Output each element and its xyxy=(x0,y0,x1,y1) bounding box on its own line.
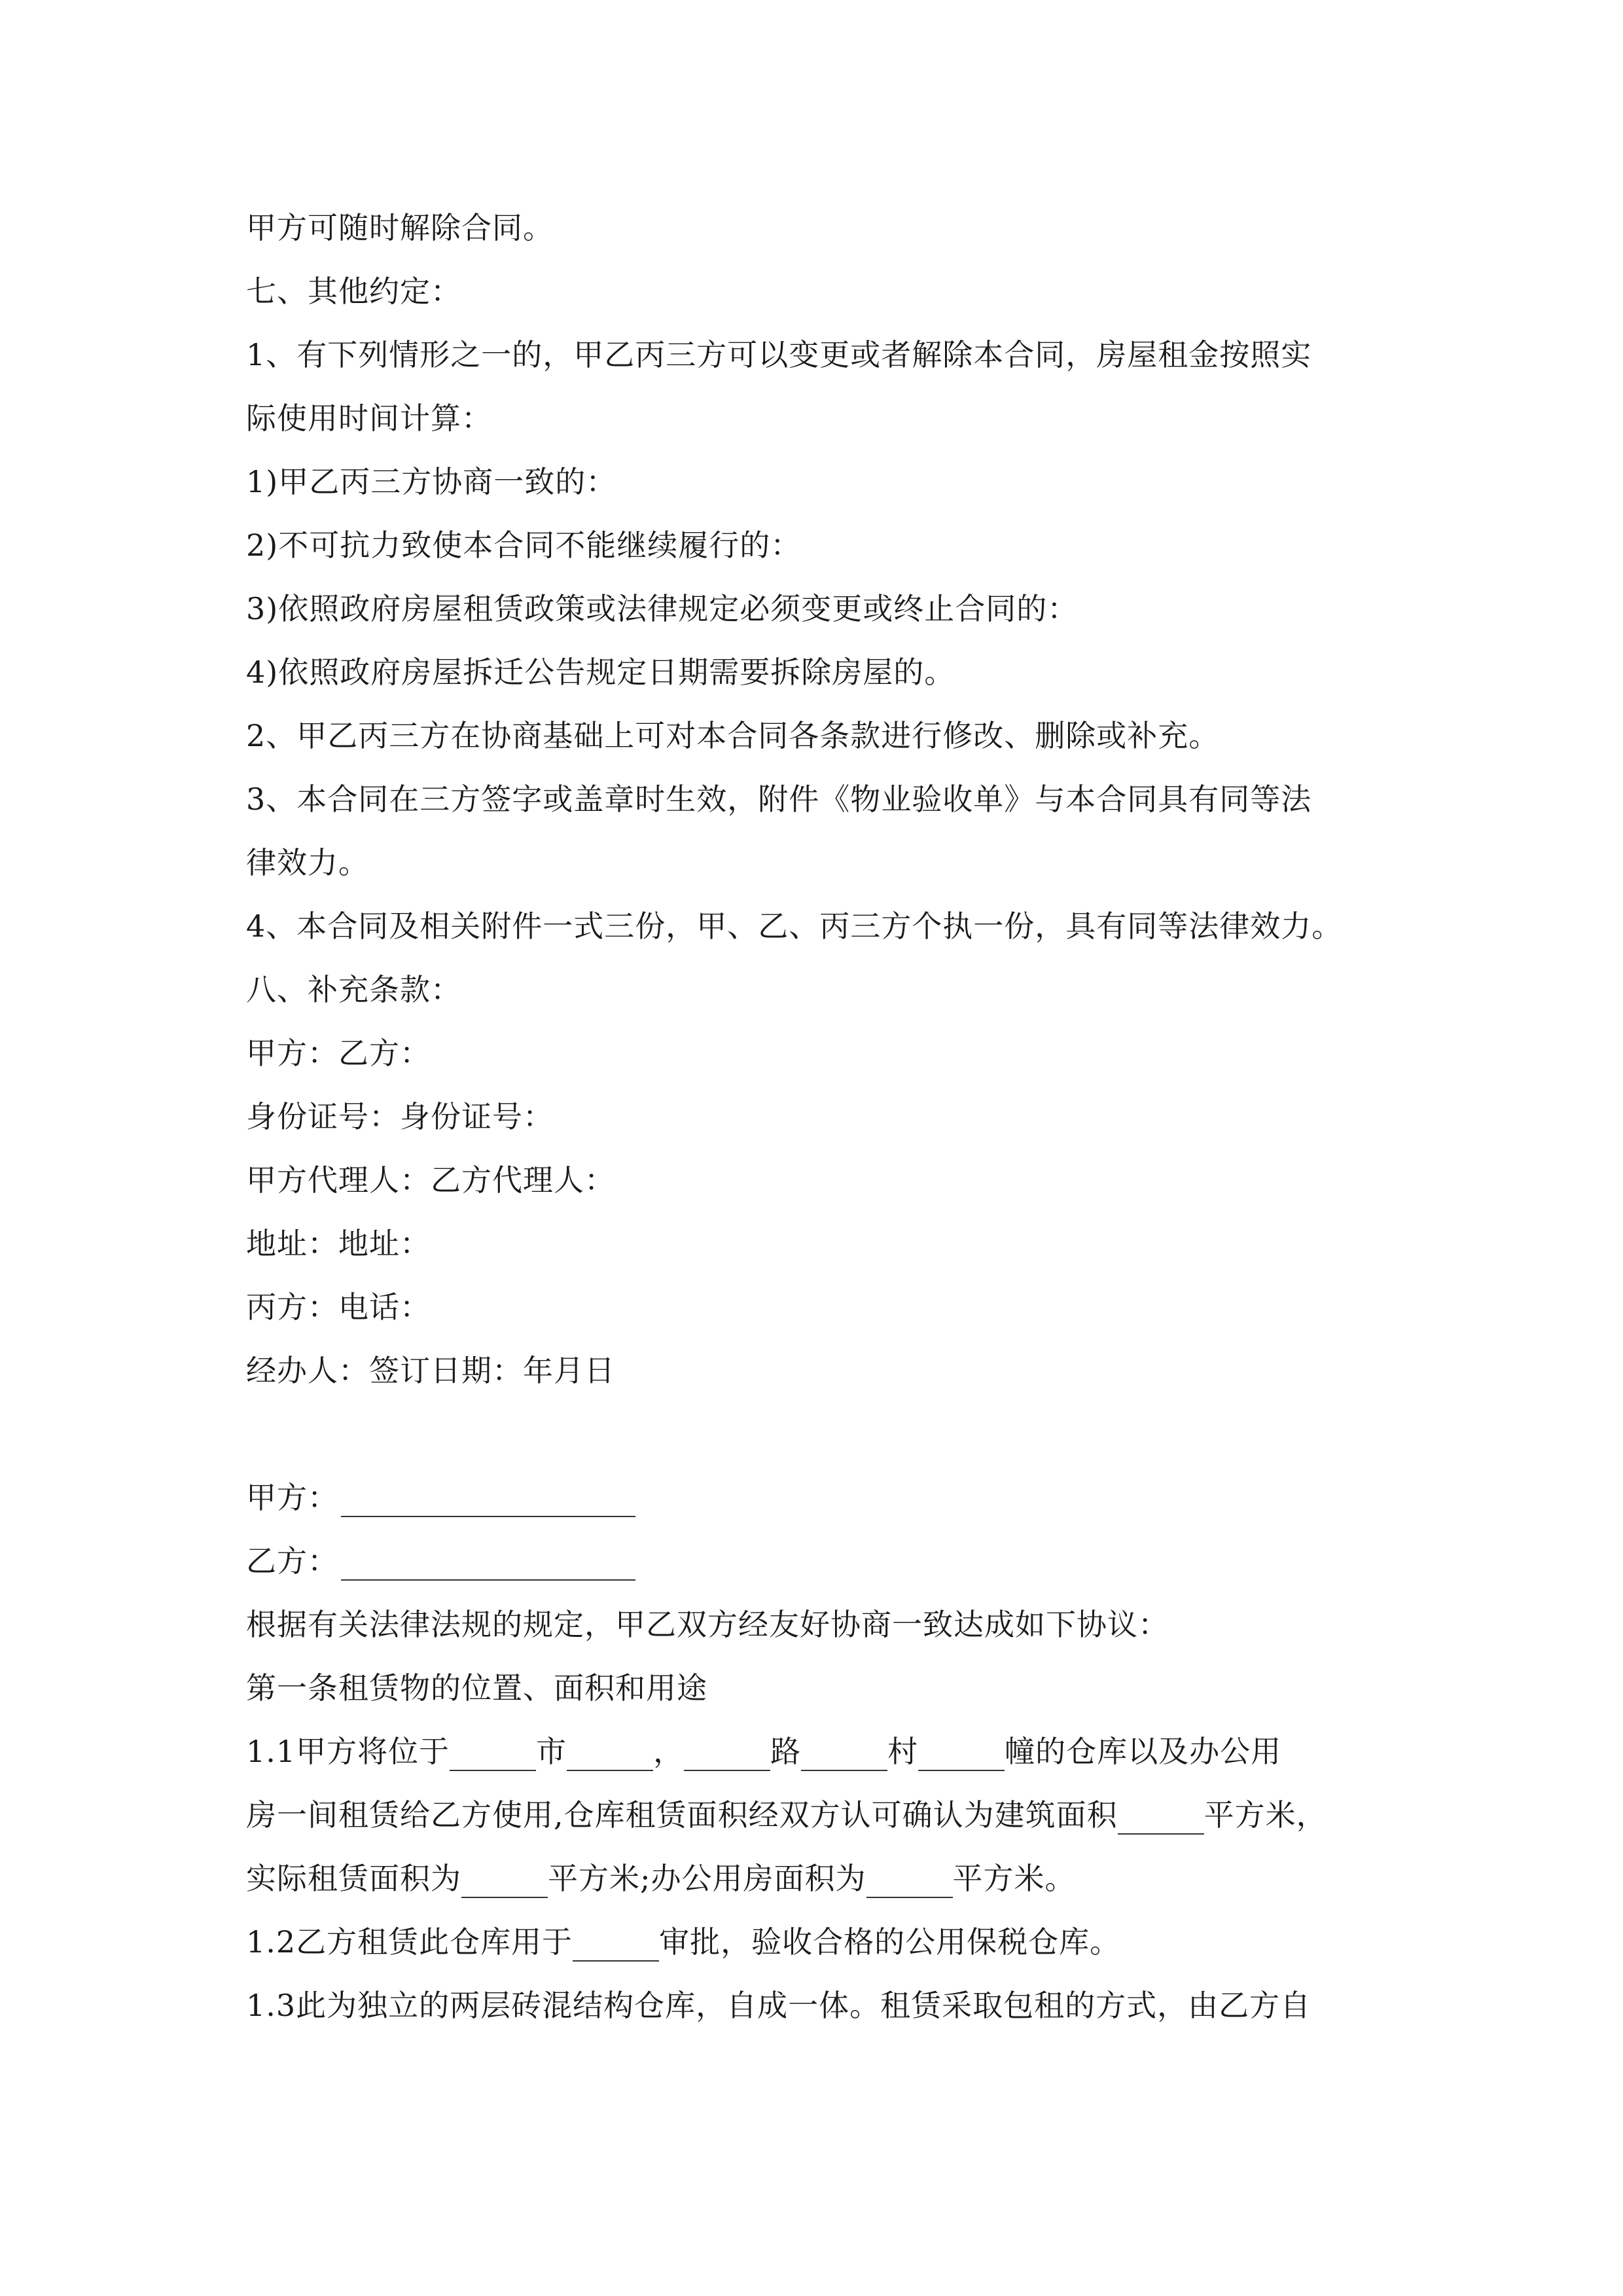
party-b-signature xyxy=(246,1541,635,1581)
clause-text: 村 xyxy=(887,1734,919,1769)
clause-text: 市 xyxy=(536,1734,567,1769)
clause-text: 实际租赁面积为 xyxy=(246,1861,461,1896)
clause-line xyxy=(246,1859,1076,1898)
party-a-signature-rule xyxy=(341,1490,635,1517)
clause-text: 平方米。 xyxy=(952,1861,1076,1896)
clause-text: 幢的仓库以及办公用 xyxy=(1005,1734,1282,1769)
list-item: 2)不可抗力致使本合同不能继续履行的： xyxy=(246,528,802,563)
clause-text: 平方米， xyxy=(1204,1797,1327,1833)
section-heading: 七、其他约定： xyxy=(246,274,461,309)
signature-field-line: 甲方代理人：乙方代理人： xyxy=(246,1162,615,1198)
clause-text: 房一间租赁给乙方使用,仓库租赁面积经双方认可确认为建筑面积 xyxy=(246,1797,1118,1833)
clause-text: 审批，验收合格的公用保税仓库。 xyxy=(659,1924,1121,1960)
section-heading: 八、补充条款： xyxy=(246,972,461,1007)
list-item: 3)依照政府房屋租赁政策或法律规定必须变更或终止合同的： xyxy=(246,591,1079,626)
clause-line: 1.3此为独立的两层砖混结构仓库，自成一体。租赁采取包租的方式，由乙方自 xyxy=(246,1988,1311,2023)
clause-line xyxy=(246,1795,1327,1835)
paragraph-line: 3、本合同在三方签字或盖章时生效，附件《物业验收单》与本合同具有同等法 xyxy=(246,781,1312,817)
list-item: 1)甲乙丙三方协商一致的： xyxy=(246,464,617,499)
paragraph-line: 2、甲乙丙三方在协商基础上可对本合同各条款进行修改、删除或补充。 xyxy=(246,718,1220,753)
fill-blank xyxy=(461,1871,548,1898)
signature-field-line: 经办人：签订日期：年月日 xyxy=(246,1353,615,1388)
paragraph-line: 根据有关法律法规的规定，甲乙双方经友好协商一致达成如下协议： xyxy=(246,1607,1169,1642)
signature-field-line: 地址：地址： xyxy=(246,1226,431,1261)
party-b-label: 乙方： xyxy=(246,1543,338,1579)
signature-field-line: 丙方：电话： xyxy=(246,1289,431,1325)
list-item: 4)依照政府房屋拆迁公告规定日期需要拆除房屋的。 xyxy=(246,655,955,690)
paragraph-line: 1、有下列情形之一的，甲乙丙三方可以变更或者解除本合同，房屋租金按照实 xyxy=(246,337,1312,372)
clause-line xyxy=(246,1732,1281,1771)
clause-text: 平方米;办公用房面积为 xyxy=(548,1861,866,1896)
clause-text: 路 xyxy=(770,1734,802,1769)
fill-blank xyxy=(684,1744,770,1771)
paragraph-line: 际使用时间计算： xyxy=(246,401,492,436)
signature-field-line: 身份证号：身份证号： xyxy=(246,1099,554,1134)
fill-blank xyxy=(573,1934,659,1962)
fill-blank xyxy=(866,1871,953,1898)
party-a-signature xyxy=(246,1478,635,1517)
clause-line xyxy=(246,1922,1120,1962)
article-heading: 第一条租赁物的位置、面积和用途 xyxy=(246,1670,707,1706)
fill-blank xyxy=(918,1744,1005,1771)
paragraph-line: 律效力。 xyxy=(246,845,369,880)
paragraph-line: 4、本合同及相关附件一式三份，甲、乙、丙三方个执一份，具有同等法律效力。 xyxy=(246,908,1343,944)
party-b-signature-rule xyxy=(341,1553,635,1581)
fill-blank xyxy=(450,1744,536,1771)
signature-field-line: 甲方：乙方： xyxy=(246,1035,431,1071)
clause-text: ， xyxy=(653,1734,685,1769)
party-a-label: 甲方： xyxy=(246,1480,338,1515)
fill-blank xyxy=(1118,1807,1204,1835)
clause-text: 1.1甲方将位于 xyxy=(246,1734,450,1769)
fill-blank xyxy=(801,1744,887,1771)
paragraph-line: 甲方可随时解除合同。 xyxy=(246,210,554,245)
fill-blank xyxy=(567,1744,653,1771)
clause-text: 1.2乙方租赁此仓库用于 xyxy=(246,1924,573,1960)
